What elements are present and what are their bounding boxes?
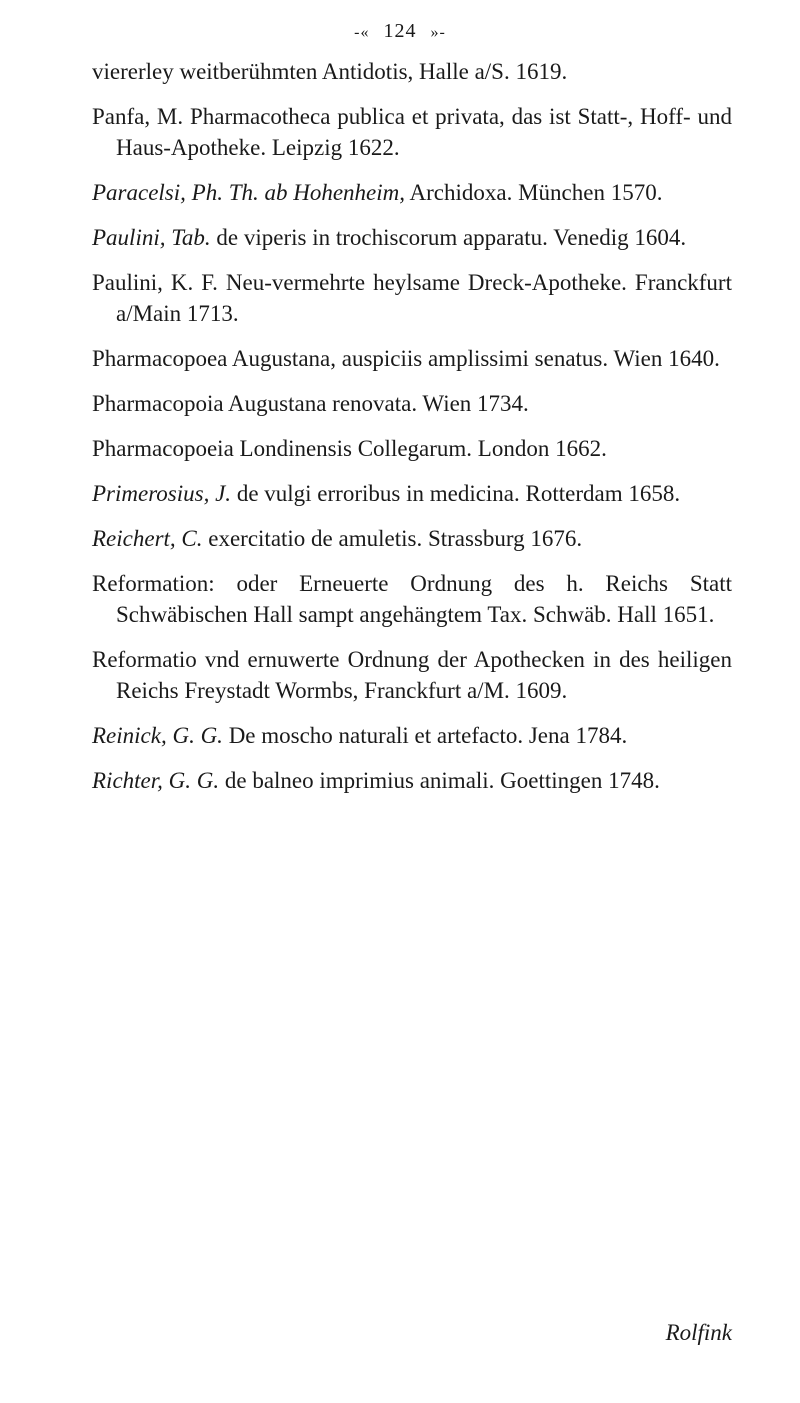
header-ornament-left: -« [354,24,370,41]
entry-author: Reichert, C. [92,526,203,551]
catchword: Rolfink [665,1320,732,1345]
entry-text: viererley weitberühmten Antidotis, Halle a/S. 1619. [92,59,568,84]
entry-text: Pharmacopoeia Londinensis Collegarum. London 1662. [92,436,607,461]
bibliography-entry [92,388,732,419]
entry-text: Panfa, M. Pharmacotheca publica et privata, das ist Statt-, Hoff- und Haus-Apotheke. Leipzig 1622. [92,104,732,160]
entry-author: Reinick, G. G. [92,723,223,748]
entry-text: Reformatio vnd ernuwerte Ordnung der Apothecken in des heiligen Reichs Freystadt Wormbs, Franckfurt a/M. 1609. [92,647,732,703]
bibliography-entry [92,56,732,87]
entry-text: de vulgi erroribus in medicina. Rotterdam 1658. [231,481,681,506]
entry-text: Paulini, K. F. Neu-vermehrte heylsame Dreck-Apotheke. Franckfurt a/Main 1713. [92,270,732,326]
page-header [0,20,800,43]
bibliography-entry [92,222,732,253]
bibliography-entry [92,177,732,208]
bibliography-entry [92,267,732,329]
bibliography-entry [92,478,732,509]
bibliography-entry [92,644,732,706]
entry-text: Pharmacopoea Augustana, auspiciis amplissimi senatus. Wien 1640. [92,346,720,371]
entry-text: Archidoxa. München 1570. [405,180,663,205]
entry-text: exercitatio de amuletis. Strassburg 1676. [202,526,583,551]
entry-author: Paracelsi, Ph. Th. ab Hohenheim, [92,180,406,205]
entry-author: Paulini, Tab. [92,225,211,250]
bibliography-entry [92,101,732,163]
entry-author: Primerosius, J. [92,481,232,506]
entry-text: Reformation: oder Erneuerte Ordnung des h. Reichs Statt Schwäbischen Hall sampt angehängtem Tax. Schwäb. Hall 1651. [92,571,732,627]
entry-text: Pharmacopoia Augustana renovata. Wien 1734. [92,391,529,416]
entry-text: de balneo imprimius animali. Goettingen 1748. [219,768,660,793]
bibliography-entry [92,568,732,630]
entry-text: De moscho naturali et artefacto. Jena 1784. [222,723,628,748]
entry-text: de viperis in trochiscorum apparatu. Venedig 1604. [210,225,687,250]
bibliography-entry [92,433,732,464]
page-number: 124 [383,20,417,42]
header-ornament-right: »- [430,24,446,41]
bibliography-entry [92,765,732,796]
bibliography-entry [92,343,732,374]
bibliography-list [92,56,732,810]
bibliography-entry [92,523,732,554]
bibliography-entry [92,720,732,751]
entry-author: Richter, G. G. [92,768,220,793]
